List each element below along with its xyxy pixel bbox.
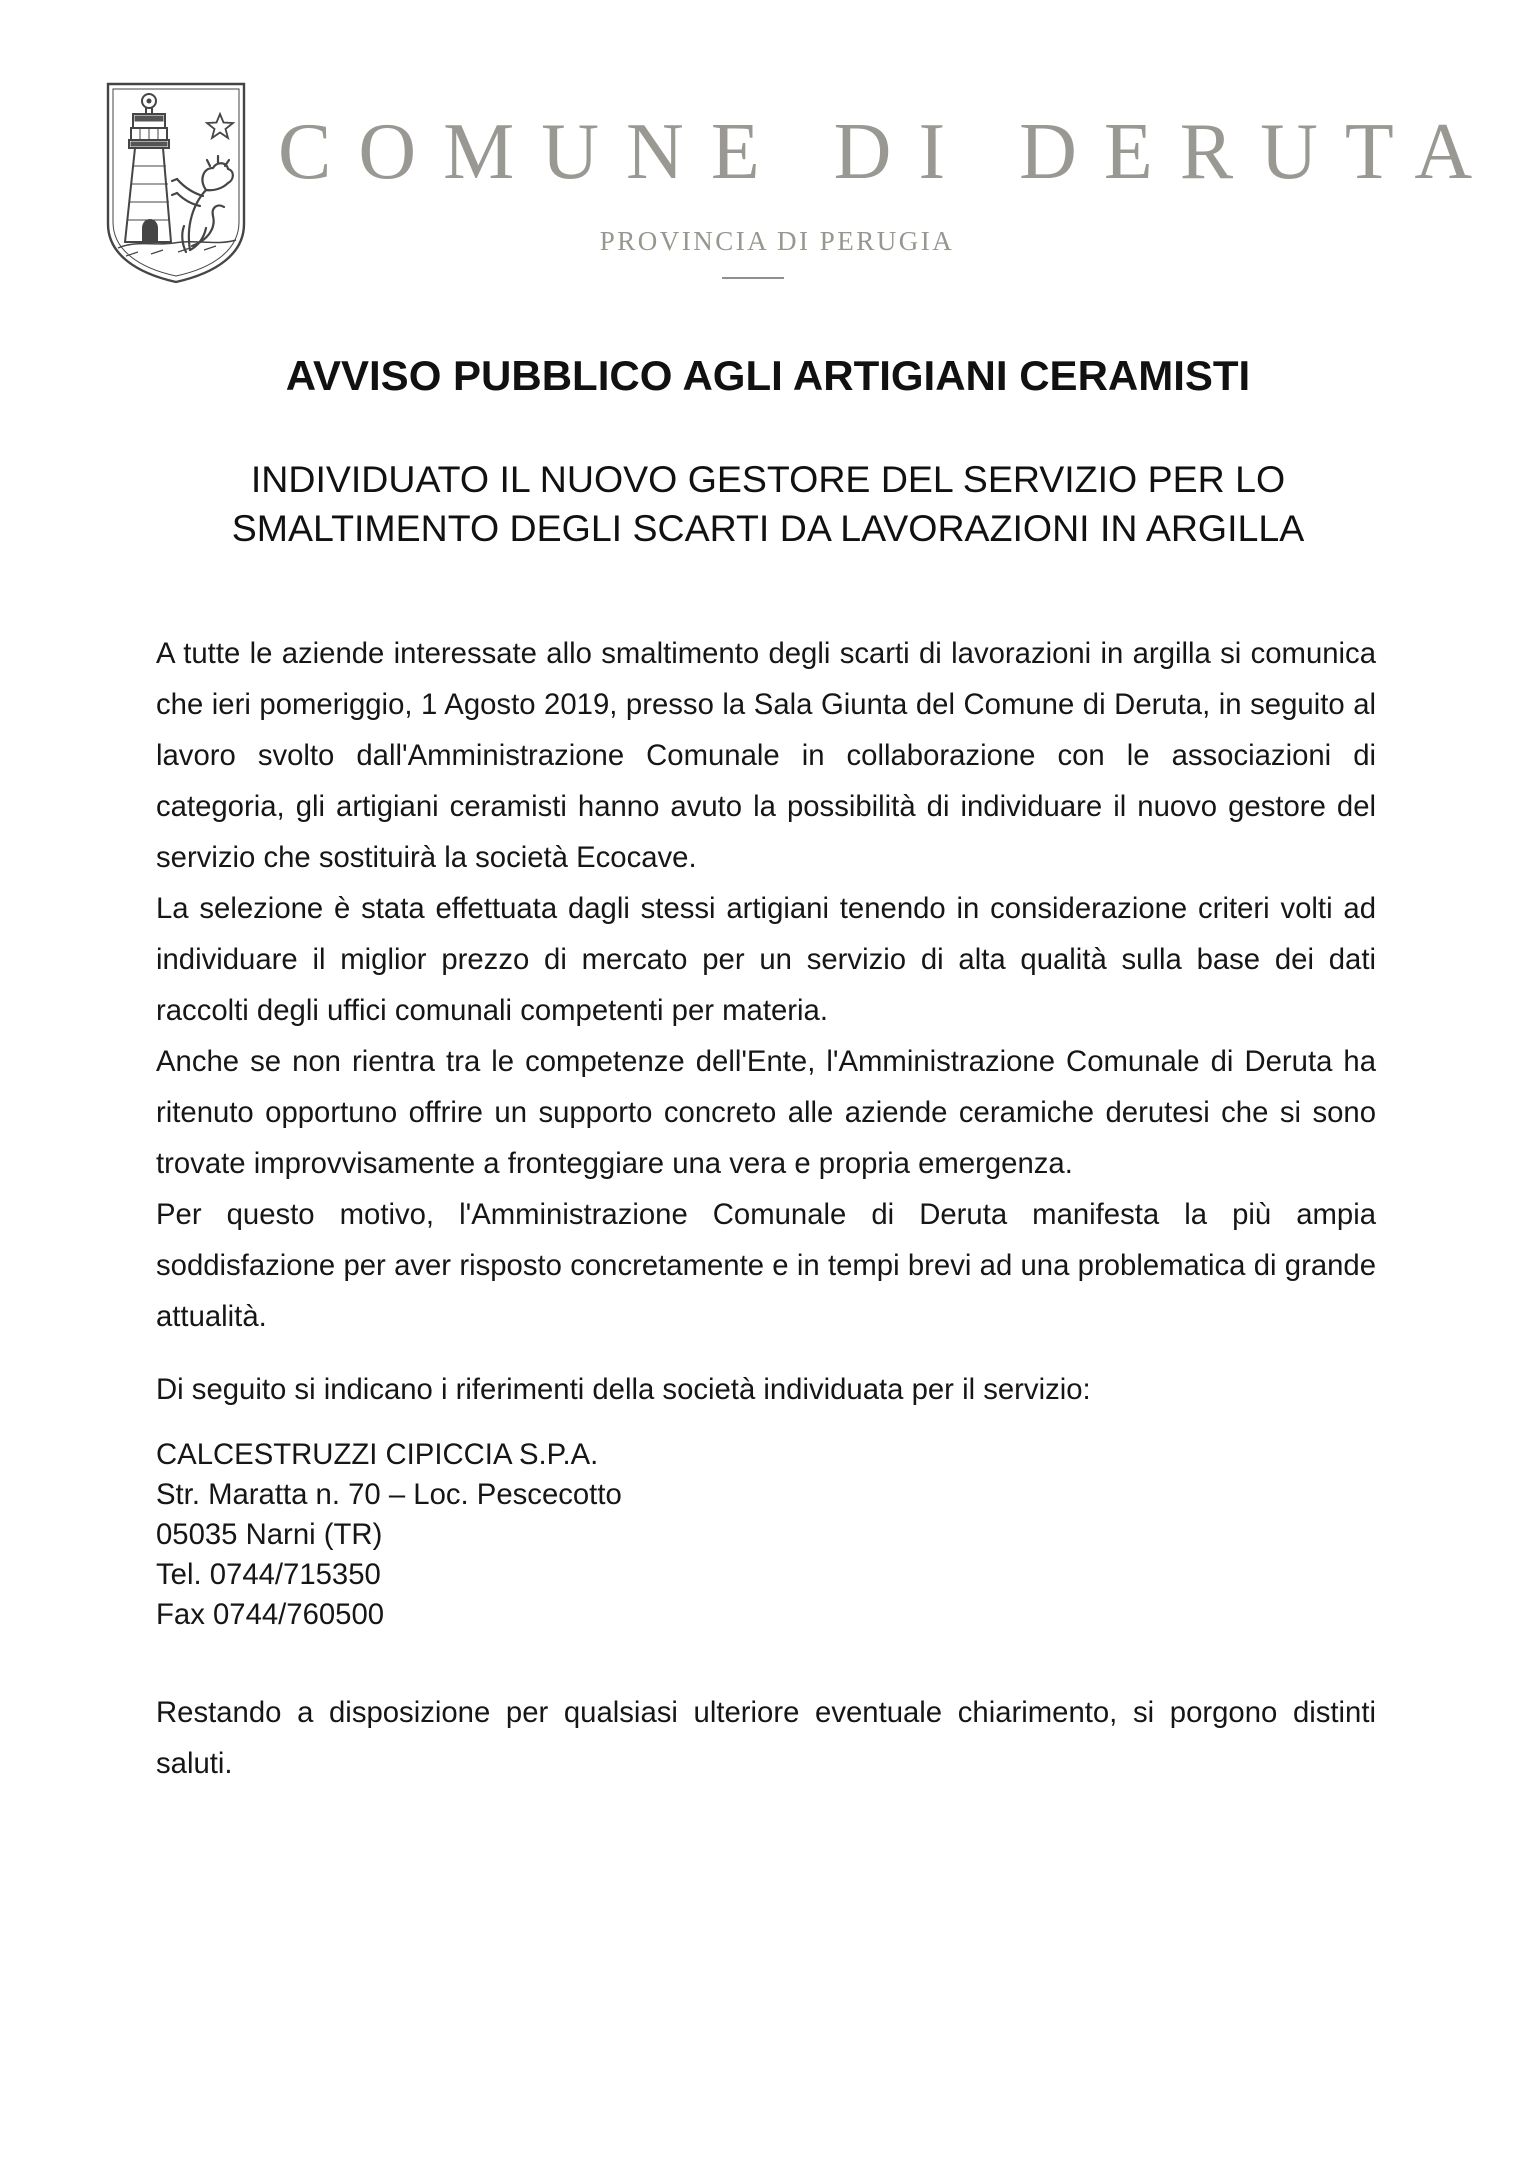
contact-block [156,1435,1376,1635]
contacts-intro: Di seguito si indicano i riferimenti della società individuata per il servizio: [156,1373,1091,1406]
deruta-coat-of-arms-icon [96,76,256,288]
notice-subtitle-line-1: INDIVIDUATO IL NUOVO GESTORE DEL SERVIZIO PER LO [250,458,1286,500]
company-street: Str. Maratta n. 70 – Loc. Pescecotto [156,1478,622,1511]
municipality-name: COMUNE DI DERUTA [278,108,1500,196]
company-city: 05035 Narni (TR) [156,1518,383,1551]
notice-subtitle-line-2: SMALTIMENTO DEGLI SCARTI DA LAVORAZIONI IN ARGILLA [231,507,1305,549]
body-paragraph: Per questo motivo, l'Amministrazione Comunale di Deruta manifesta la più ampia soddisfazione per aver risposto concretamente e in tempi brevi ad una problematica di grande attualità. [156,1198,1376,1333]
coat-of-arms-graphic [96,76,256,288]
body-paragraph: Anche se non rientra tra le competenze dell'Ente, l'Amministrazione Comunale di Deruta ha ritenuto opportuno offrire un supporto concreto alle aziende ceramiche derutesi che si sono trovate improvvisamente a fronteggiare una vera e propria emergenza. [156,1045,1376,1180]
province-name: PROVINCIA DI PERUGIA [599,226,955,256]
company-name: CALCESTRUZZI CIPICCIA S.P.A. [156,1438,599,1471]
body-paragraph: La selezione è stata effettuata dagli stessi artigiani tenendo in considerazione criteri volti ad individuare il miglior prezzo di mercato per un servizio di alta qualità sulla base dei dati raccolti degli uffici comunali competenti per materia. [156,892,1376,1027]
notice-subtitle [0,455,1536,553]
company-phone: Tel. 0744/715350 [156,1558,381,1591]
company-fax: Fax 0744/760500 [156,1598,385,1631]
body-paragraph: A tutte le aziende interessate allo smaltimento degli scarti di lavorazioni in argilla si comunica che ieri pomeriggio, 1 Agosto 2019, presso la Sala Giunta del Comune di Deruta, in seguito al lavoro svolto dall'Amministrazione Comunale in collaborazione con le associazioni di categoria, gli artigiani ceramisti hanno avuto la possibilità di individuare il nuovo gestore del servizio che sostituirà la società Ecocave. [156,637,1376,874]
closing-paragraph: Restando a disposizione per qualsiasi ulteriore eventuale chiarimento, si porgono distinti saluti. [156,1696,1376,1780]
notice-body [156,628,1376,1789]
header-divider [722,277,784,279]
notice-title: AVVISO PUBBLICO AGLI ARTIGIANI CERAMISTI [285,352,1251,399]
star-icon [207,114,233,138]
